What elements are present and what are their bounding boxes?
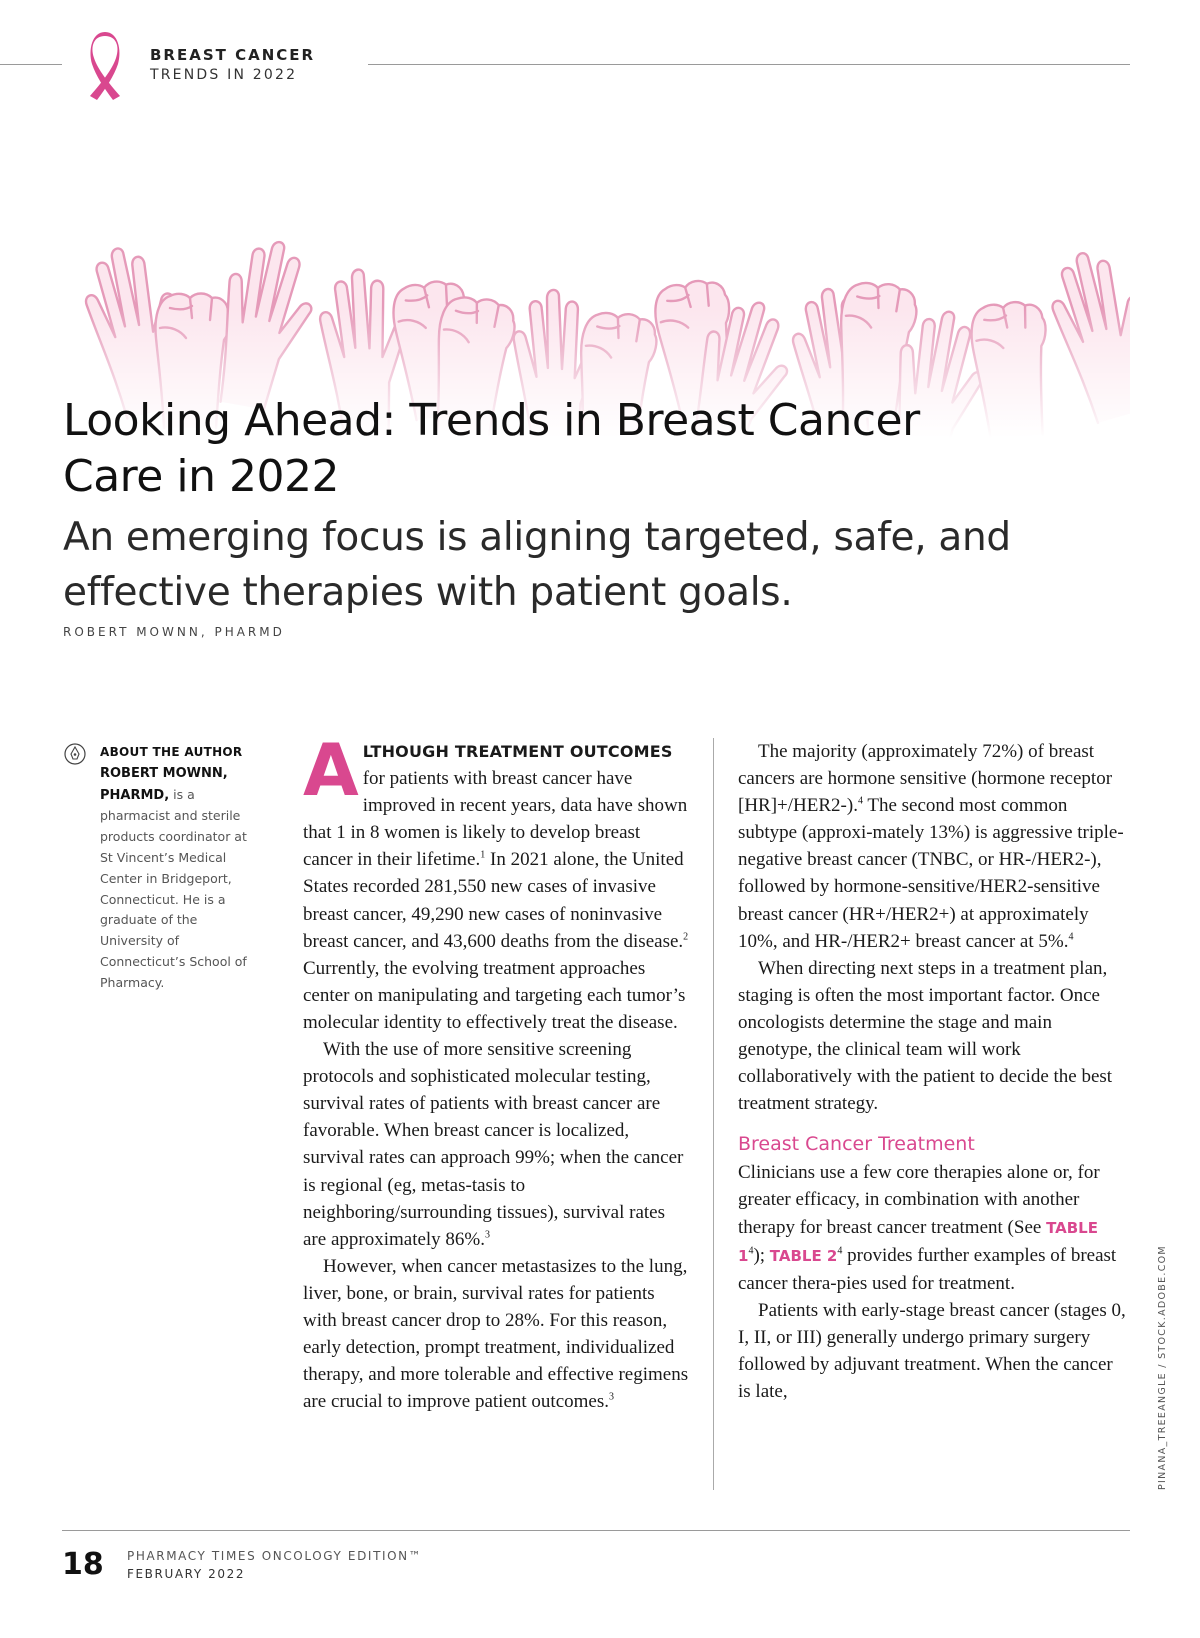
paragraph-text: In 2021 alone, the United States recorded 281,550 new cases of invasive breast cancer, 49,290 new cases of noninvasive breast cancer, and 43,600 deaths from the disease. [303, 849, 684, 952]
reference: 1 [480, 850, 486, 862]
table-2-link[interactable]: TABLE 2 [769, 1246, 838, 1265]
table-1-link[interactable]: TABLE 1 [738, 1218, 1098, 1265]
paragraph-text: When directing next steps in a treatment plan, staging is often the most important factor. Once oncologists determine the stage and main genotype, the clinical team will work collaboratively with the patient to decide the best treatment strategy. [738, 957, 1113, 1115]
article-subheadline: An emerging focus is aligning targeted, safe, and effective therapies with patient goals. [63, 515, 1011, 615]
reference: 4 [748, 1245, 754, 1257]
body-column-1 [303, 728, 691, 1415]
paragraph-text: Patients with early-stage breast cancer (stages 0, I, II, or III) generally undergo primary surgery followed by adjuvant treatment. When the cancer is late, [738, 1299, 1126, 1403]
reference: 4 [1068, 931, 1074, 943]
publication-name: PHARMACY TIMES ONCOLOGY EDITION™ [127, 1549, 423, 1563]
paragraph-text: However, when cancer metastasizes to the lung, liver, bone, or brain, survival rates for patients with breast cancer drop to 28%. For this reason, early detection, prompt treatment, individualized therapy, and more tolerable and effective regimens are crucial to improve patient outcomes. [303, 1255, 689, 1413]
byline: ROBERT MOWNN, PHARMD [63, 625, 285, 639]
reference: 4 [857, 795, 863, 807]
pink-ribbon-icon [80, 30, 130, 102]
paragraph-text: ); [753, 1244, 770, 1266]
paragraph-text: Clinicians use a few core therapies alone or, for greater efficacy, in combination with another therapy for breast cancer treatment (See [738, 1162, 1100, 1238]
author-name: ROBERT MOWNN, PHARMD, [100, 765, 228, 803]
article-headline: Looking Ahead: Trends in Breast Cancer Care in 2022 [63, 395, 920, 502]
reference: 3 [485, 1229, 491, 1241]
paragraph-text: With the use of more sensitive screening protocols and sophisticated molecular testing, survival rates of patients with breast cancer are favorable. When breast cancer is localized, survival rates can approach 99%; when the cancer is regional (eg, metas-tasis to neighboring/surrounding tissues), survival rates are approximately 86%. [303, 1039, 684, 1250]
issue-date: FEBRUARY 2022 [127, 1567, 246, 1581]
about-author-label: ABOUT THE AUTHOR [100, 745, 243, 759]
body-column-2 [738, 738, 1126, 1405]
paragraph-text: provides further examples of breast cancer thera-pies used for treatment. [738, 1244, 1117, 1294]
paragraph-text: Currently, the evolving treatment approaches center on manipulating and targeting each tumor’s molecular identity to effectively treat the disease. [303, 957, 686, 1033]
header-rule-left [0, 64, 62, 65]
page-number: 18 [62, 1547, 104, 1582]
paragraph-text: The majority (approximately 72%) of breast cancers are hormone sensitive (hormone receptor [HR]+/HER2-). [738, 741, 1113, 817]
author-bio: is a pharmacist and sterile products coordinator at St Vincent’s Medical Center in Bridgeport, Connecticut. He is a graduate of the University of Connecticut’s School of Pharmacy. [100, 786, 247, 990]
drop-cap: A [303, 728, 359, 812]
section-title: BREAST CANCER [150, 46, 316, 64]
pen-nib-icon [64, 743, 86, 765]
section-subtitle: TRENDS IN 2022 [150, 67, 298, 83]
reference: 3 [609, 1391, 614, 1403]
paragraph-text: The second most common subtype (approxi-mately 13%) is aggressive triple-negative breast cancer (TNBC, or HR-/HER2-), followed by hormone-sensitive/HER2-sensitive breast cancer (HR+/HER2+) at approximately 10%, and HR-/HER2+ breast cancer at 5%. [738, 795, 1124, 952]
section-heading: Breast Cancer Treatment [738, 1133, 975, 1156]
image-credit-text: PINANA_TREEANGLE / STOCK.ADOBE.COM [1157, 1245, 1168, 1490]
reference: 2 [683, 931, 689, 943]
footer-rule [62, 1530, 1130, 1531]
about-the-author [100, 742, 260, 994]
header-rule-right [368, 64, 1130, 65]
image-credit [1157, 1240, 1171, 1490]
paragraph-text: for patients with breast cancer have improved in recent years, data have shown that 1 in 8 women is likely to develop breast cancer in their lifetime. [303, 768, 688, 871]
lead-in: LTHOUGH TREATMENT OUTCOMES [362, 742, 673, 761]
reference: 4 [837, 1245, 843, 1257]
column-divider [713, 738, 714, 1490]
